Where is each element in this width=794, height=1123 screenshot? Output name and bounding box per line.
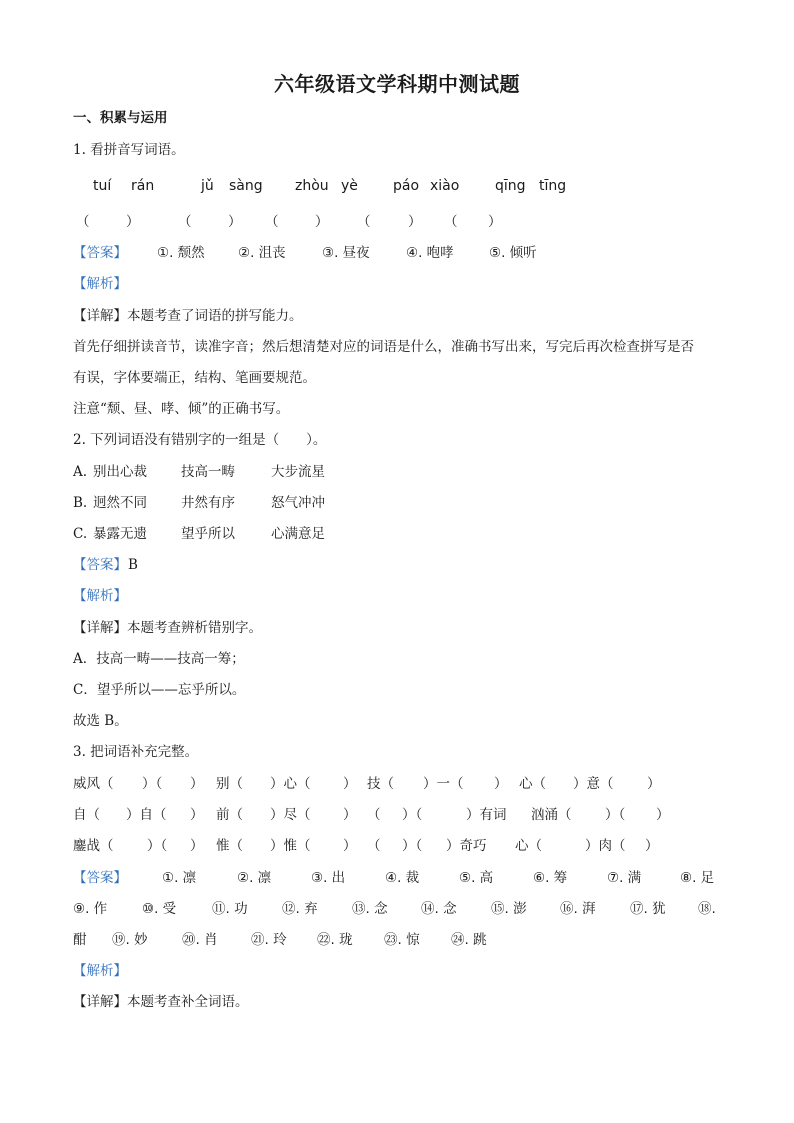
- explanation-text: 有误，字体要端正，结构、笔画要规范。: [73, 370, 316, 386]
- detail-line: 【详解】本题考查了词语的拼写能力。: [73, 308, 303, 324]
- answer-item: ③. 出: [311, 870, 346, 886]
- answer-item: ⑤. 倾听: [489, 245, 537, 261]
- option-word: 暴露无遗: [93, 526, 147, 542]
- section-heading: 一、积累与运用: [73, 110, 168, 126]
- pinyin-syllable: jǔ: [201, 178, 214, 194]
- fill-segment: 汹涌（: [531, 807, 572, 823]
- answer-item: ⑪. 功: [212, 901, 248, 917]
- answer-item: ⑤. 高: [459, 870, 494, 886]
- explanation-text: 故选 B。: [73, 713, 128, 729]
- answer-item: ㉓. 惊: [384, 932, 420, 948]
- pinyin-syllable: qīng: [495, 178, 526, 194]
- answer-item: ④. 裁: [385, 870, 420, 886]
- blank-open: （: [265, 214, 279, 230]
- fill-segment: ）（: [605, 807, 626, 823]
- answer-item: ④. 咆哮: [406, 245, 454, 261]
- answer-item: ⑰. 犹: [630, 901, 666, 917]
- fill-segment: ）: [190, 807, 204, 823]
- answer-item: ②. 沮丧: [238, 245, 286, 261]
- option-word: 大步流星: [271, 464, 325, 480]
- answer-item: ③. 昼夜: [322, 245, 370, 261]
- blank-open: （: [76, 214, 90, 230]
- answer-item: ㉔. 跳: [451, 932, 487, 948]
- answer-item: ㉑. 玲: [251, 932, 287, 948]
- fill-segment: ）: [343, 776, 357, 792]
- answer-tag: 【答案】: [73, 245, 127, 261]
- option-label: B.: [73, 495, 88, 511]
- fill-segment: ）: [190, 838, 204, 854]
- pinyin-syllable: tīng: [539, 178, 567, 194]
- blank-close: ）: [488, 214, 502, 230]
- fill-segment: ）有词: [466, 807, 507, 823]
- fill-segment: ）（: [402, 838, 423, 854]
- explanation-text: C．望乎所以——忘乎所以。: [73, 682, 246, 698]
- answer-item: ⑭. 念: [421, 901, 457, 917]
- fill-segment: 前（: [216, 807, 243, 823]
- fill-segment: ）（: [402, 807, 423, 823]
- fill-segment: 别（: [216, 776, 243, 792]
- answer-item: ⑲. 妙: [112, 932, 148, 948]
- analysis-tag: 【解析】: [73, 588, 127, 604]
- fill-segment: ）: [645, 838, 659, 854]
- pinyin-syllable: zhòu: [295, 178, 329, 194]
- pinyin-syllable: rán: [131, 178, 155, 194]
- option-word: 怒气冲冲: [271, 495, 325, 511]
- fill-segment: ）惟（: [270, 838, 311, 854]
- blank-close: ）: [228, 214, 242, 230]
- fill-segment: ）奇巧: [446, 838, 487, 854]
- answer-item: ⑩. 受: [142, 901, 177, 917]
- fill-segment: ）意（: [573, 776, 614, 792]
- fill-segment: ）: [343, 807, 357, 823]
- answer-item: ①. 凛: [162, 870, 197, 886]
- fill-segment: ）（: [142, 776, 163, 792]
- pinyin-syllable: xiào: [430, 178, 460, 194]
- pinyin-syllable: yè: [341, 178, 358, 194]
- explanation-text: 首先仔细拼读音节，读准字音；然后想清楚对应的词语是什么，准确书写出来，写完后再次检查拼写是否: [73, 339, 694, 355]
- answer-item: ⑫. 弃: [282, 901, 318, 917]
- fill-segment: 技（: [367, 776, 394, 792]
- blank-close: ）: [126, 214, 140, 230]
- analysis-tag: 【解析】: [73, 276, 127, 292]
- answer-item: ⑱.: [698, 901, 716, 917]
- detail-line: 【详解】本题考查补全词语。: [73, 994, 249, 1010]
- blank-open: （: [178, 214, 192, 230]
- pinyin-syllable: tuí: [93, 178, 112, 194]
- fill-segment: ）: [343, 838, 357, 854]
- option-word: 别出心裁: [93, 464, 147, 480]
- answer-item: ①. 颓然: [157, 245, 205, 261]
- option-word: 井然有序: [181, 495, 235, 511]
- option-word: 技高一畴: [181, 464, 235, 480]
- fill-segment: ）: [190, 776, 204, 792]
- pinyin-syllable: páo: [393, 178, 420, 194]
- answer-item: ⑯. 湃: [560, 901, 596, 917]
- fill-segment: ）: [647, 776, 661, 792]
- blank-open: （: [444, 214, 458, 230]
- question-3-prompt: 3. 把词语补充完整。: [73, 744, 199, 760]
- answer-item: ㉒. 珑: [317, 932, 353, 948]
- blank-open: （: [357, 214, 371, 230]
- analysis-tag: 【解析】: [73, 963, 127, 979]
- answer-tag: 【答案】: [73, 870, 127, 886]
- fill-segment: ）: [494, 776, 508, 792]
- fill-segment: 鏖战（: [73, 838, 114, 854]
- explanation-text: 注意“颓、昼、哮、倾”的正确书写。: [73, 401, 290, 417]
- option-word: 迥然不同: [93, 495, 147, 511]
- answer-item: ⑬. 念: [352, 901, 388, 917]
- answer-item: 酣: [73, 932, 87, 948]
- fill-segment: 惟（: [216, 838, 243, 854]
- question-2-prompt: 2. 下列词语没有错别字的一组是（ ）。: [73, 432, 327, 448]
- pinyin-syllable: sàng: [229, 178, 263, 194]
- fill-segment: ）肉（: [585, 838, 626, 854]
- option-label: A.: [73, 464, 88, 480]
- fill-segment: 自（: [73, 807, 100, 823]
- answer-value: B: [128, 557, 138, 573]
- answer-item: ⑧. 足: [680, 870, 715, 886]
- page-title: 六年级语文学科期中测试题: [274, 72, 520, 96]
- fill-segment: （: [367, 807, 381, 823]
- answer-item: ⑨. 作: [73, 901, 108, 917]
- fill-segment: 心（: [519, 776, 546, 792]
- answer-item: ⑥. 筹: [533, 870, 568, 886]
- fill-segment: ）（: [147, 838, 168, 854]
- fill-segment: ）自（: [126, 807, 167, 823]
- detail-line: 【详解】本题考查辨析错别字。: [73, 620, 262, 636]
- blank-close: ）: [408, 214, 422, 230]
- fill-segment: ）一（: [423, 776, 464, 792]
- answer-tag: 【答案】: [73, 557, 127, 573]
- fill-segment: 心（: [515, 838, 542, 854]
- fill-segment: （: [367, 838, 381, 854]
- fill-segment: ）心（: [270, 776, 311, 792]
- option-word: 望乎所以: [181, 526, 235, 542]
- blank-close: ）: [315, 214, 329, 230]
- option-word: 心满意足: [271, 526, 325, 542]
- explanation-text: A．技高一畴——技高一筹；: [73, 651, 245, 667]
- answer-item: ⑳. 肖: [182, 932, 218, 948]
- fill-segment: ）: [656, 807, 670, 823]
- option-label: C.: [73, 526, 88, 542]
- answer-item: ②. 凛: [237, 870, 272, 886]
- question-1-prompt: 1. 看拼音写词语。: [73, 142, 185, 158]
- answer-item: ⑦. 满: [607, 870, 642, 886]
- answer-item: ⑮. 澎: [491, 901, 527, 917]
- fill-segment: ）尽（: [270, 807, 311, 823]
- fill-segment: 威风（: [73, 776, 114, 792]
